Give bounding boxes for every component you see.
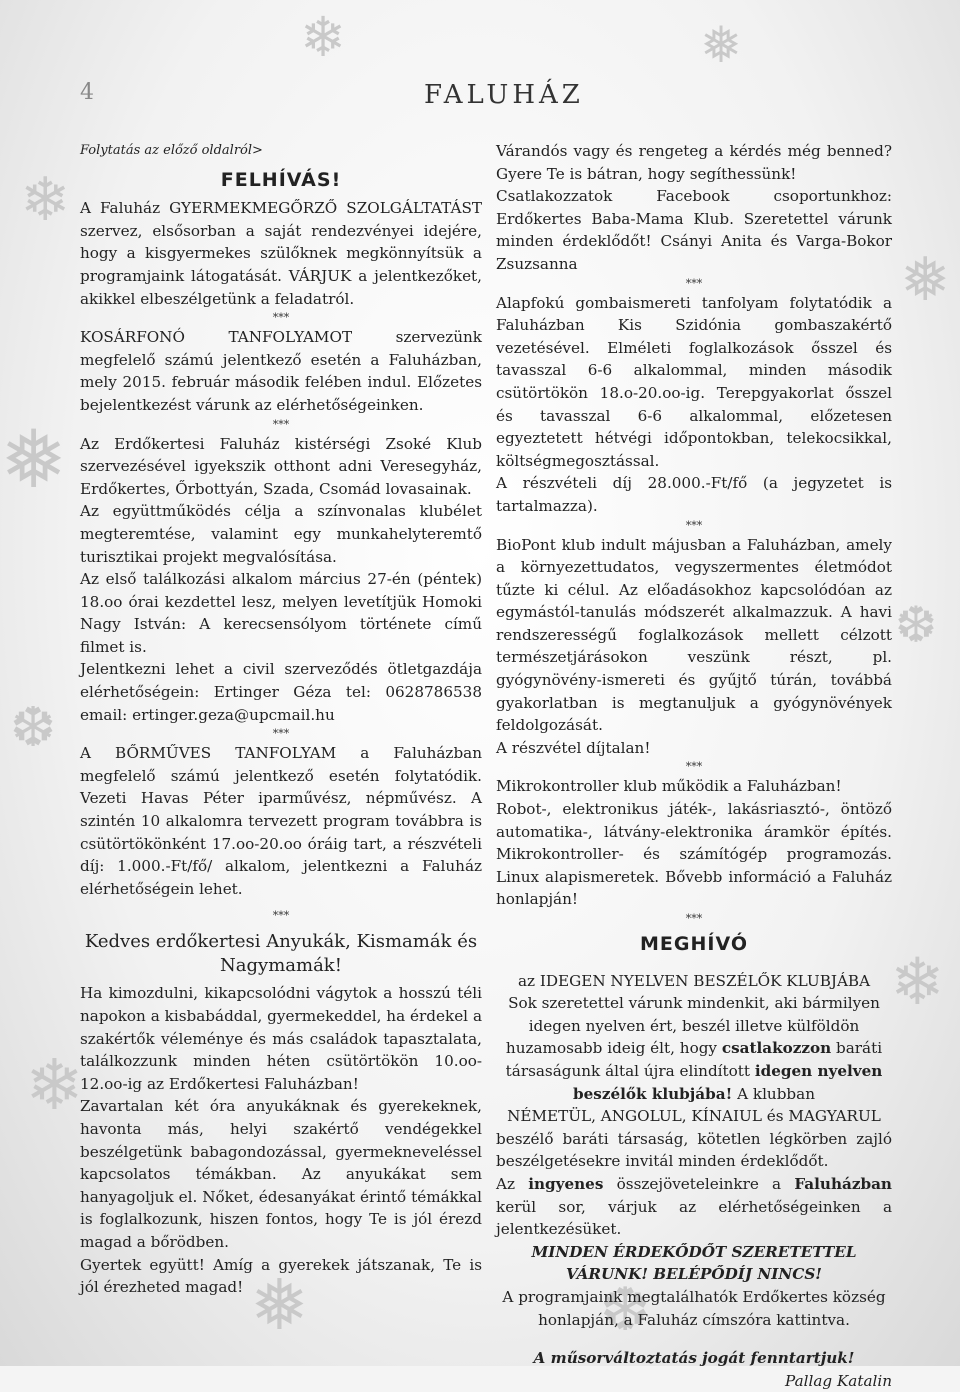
snowflake-icon: ❄ — [20, 165, 71, 235]
right-column — [496, 140, 892, 1392]
signature: Pallag Katalin — [785, 1371, 892, 1390]
separator: *** — [685, 518, 703, 532]
left-column — [80, 140, 482, 1299]
separator: *** — [685, 912, 703, 925]
basket-course-paragraph: KOSÁRFONÓ TANFOLYAMOT szervezünk megfelelő számú jelentkező esetén a Faluházban, mely 2015. február második felében indul. Előzetes bejelentkezést várunk az elérhetőségeinken. — [80, 328, 482, 414]
pregnant-paragraph: Várandós vagy és rengeteg a kérdés még benned? Gyere Te is bátran, hogy segíthessünk! — [496, 142, 892, 183]
page-number: 4 — [80, 80, 94, 105]
microcontroller-paragraph: Robot-, elektronikus játék-, lakásriasztó-, öntöző automatika-, látvány-elektronika áramkör építés. Mikrokontroller- és számítógép programozás. Linux alapismeretek. Bővebb információ a Faluház honlapján! — [496, 800, 892, 909]
biopont-free-paragraph: A részvétel díjtalan! — [496, 738, 651, 757]
disclaimer: A műsorváltoztatás jogát fenntartjuk! — [533, 1349, 855, 1368]
continued-note: Folytatás az előző oldalról> — [80, 143, 263, 158]
snowflake-icon: ❄ — [890, 945, 945, 1020]
separator: *** — [272, 909, 290, 923]
invitation-paragraph: Sok szeretettel várunk mindenkit, aki bármilyen idegen nyelven ért, beszél illetve külföldön huzamosabb ideig élt, hogy csatlakozzon baráti társaságunk által újra elindított idegen nyelven beszélők klubjába! A klubban — [505, 994, 883, 1103]
invitation-title: az IDEGEN NYELVEN BESZÉLŐK KLUBJÁBA — [517, 971, 871, 990]
separator: *** — [272, 311, 290, 325]
snowflake-icon: ❅ — [700, 16, 742, 74]
mushroom-fee-paragraph: A részvételi díj 28.000.-Ft/fő (a jegyzetet is tartalmazza). — [496, 474, 892, 515]
contact-paragraph: Jelentkezni lehet a civil szerveződés ötletgazdája elérhetőségein: Ertinger Géza tel: 0628786538 email: ertinger.geza@upcmail.hu — [80, 660, 482, 724]
mothers-paragraph-2: Zavartalan két óra anyukáknak és gyerekeknek, havonta más, helyi szakértő vendégekkel beszélgetünk babagondozással, gyermekneveléssel kapcsolatos témákban. Az anyukákat sem hanyagoljuk el. Nőket, édesanyákat érintő témákkal is foglalkozunk, hiszen fontos, hogy Te is jól érezd magad a bőrödben. — [80, 1097, 482, 1251]
felhivas-heading: FELHÍVÁS! — [220, 168, 342, 191]
website-paragraph: A programjaink megtalálhatók Erdőkertes község honlapján, a Faluház címszóra kattintva. — [502, 1287, 886, 1329]
childcare-paragraph: A Faluház GYERMEKMEGŐRZŐ SZOLGÁLTATÁST szervez, elsősorban a saját rendezvényei idejére, hogy a kisgyermekes szülőknek megkönnyítsük a programjaink látogatását. VÁRJUK a jelentkezőket, akikkel elbeszélgetünk a feladatról. — [80, 199, 482, 308]
separator: *** — [685, 760, 703, 774]
cooperation-paragraph: Az együttműködés célja a színvonalas klubélet megteremtése, valamint egy munkahelyteremtő turisztikai projekt megvalósítása. — [80, 502, 482, 566]
mothers-heading: Kedves erdőkertesi Anyukák, Kismamák és Nagymamák! — [84, 931, 478, 977]
first-meeting-paragraph: Az első találkozási alkalom március 27-én (péntek) 18.oo órai kezdettel lesz, melyen levetítjük Homoki Nagy István: A kerecsensólyom története című filmet is. — [80, 570, 482, 656]
separator: *** — [272, 727, 290, 741]
snowflake-icon: ❆ — [600, 1275, 651, 1345]
page-title: FALUHÁZ — [424, 80, 584, 110]
languages-line: NÉMETÜL, ANGOLUL, KÍNAIUL és MAGYARUL — [507, 1107, 881, 1126]
separator: *** — [685, 276, 703, 290]
facebook-paragraph: Csatlakozzatok Facebook csoportunkhoz: Erdőkertes Baba-Mama Klub. Szeretettel várunk minden érdeklődőt! Csányi Anita és Varga-Bokor Zsuzsanna — [496, 187, 892, 273]
snowflake-icon: ❅ — [0, 413, 68, 506]
mothers-paragraph-1: Ha kimozdulni, kikapcsolódni vágytok a hosszú téli napokon a kisbabáddal, gyermekeddel, ha érdekel a szakértők véleménye és más családok tapasztalata, találkozzunk minden héten csütörtökön 10.oo-12.oo-ig az Erdőkertesi Faluházban! — [80, 984, 482, 1093]
snowflake-icon: ❆ — [10, 695, 57, 759]
free-meeting-paragraph: Az ingyenes összejöveteleinkre a Faluházban kerül sor, várjuk az elérhetőségeinken a jelentkezésüket. — [496, 1174, 892, 1239]
snowflake-icon: ❅ — [250, 1264, 309, 1346]
leather-course-paragraph: A BŐRMŰVES TANFOLYAM a Faluházban megfelelő számú jelentkező esetén folytatódik. Vezeti Havas Péter iparművész, népművész. A szintén 10 alkalomra tervezett program továbbra is csütörtökönként 17.oo-20.oo óráig tart, a részvételi díj: 1.000.-Ft/fő/ alkalom, jelentkezni a Faluház elérhetőségein lehet. — [80, 744, 482, 898]
zsoke-club-paragraph: Az Erdőkertesi Faluház kistérségi Zsoké Klub szervezésével igyekszik otthont adni Veresegyház, Erdőkertes, Őrbottyán, Szada, Csomád lovasainak. — [80, 434, 482, 498]
invitation-description: beszélő baráti társaság, kötetlen légkörben zajló beszélgetésekre invitál minden érdeklődőt. — [496, 1129, 892, 1171]
snowflake-icon: ❄ — [300, 5, 347, 69]
microcontroller-heading: Mikrokontroller klub működik a Faluházban! — [496, 777, 842, 796]
biopont-paragraph: BioPont klub indult májusban a Faluházban, amely a környezettudatos, vegyszermentes életmódot tűzte ki célul. Az előadásokhoz kapcsolódóan az egymástól-tanulás módszerét alkalmazzuk. A havi rendszerességű foglalkozások mellett célzott természetjárásokon veszünk részt, pl. gyógynövény-ismereti és gyűjtő túrán, továbbá gyakorlatban is megtanuljuk a gyógynövények feldolgozását. — [496, 535, 892, 735]
snowflake-icon: ❅ — [900, 245, 951, 315]
mothers-paragraph-3: Gyertek együtt! Amíg a gyerekek játszanak, Te is jól érezheted magad! — [80, 1255, 482, 1297]
welcome-everyone-line: MINDEN ÉRDEKŐDŐT SZERETETTEL VÁRUNK! BELÉPŐDÍJ NINCS! — [531, 1242, 857, 1284]
snowflake-icon: ❄ — [25, 1044, 84, 1126]
meghivo-heading: MEGHÍVÓ — [640, 933, 748, 955]
snowflake-icon: ❆ — [895, 596, 937, 654]
mushroom-course-paragraph: Alapfokú gombaismereti tanfolyam folytatódik a Faluházban Kis Szidónia gombaszakértő vezetésével. Elméleti foglalkozások ősszel és tavasszal 6-6 alkalommal, minden második csütörtökön 18.o-20.oo-ig. Terepgyakorlat ősszel és tavasszal 6-6 alkalommal, előzetesen egyeztetett hétvégi időpontokban, telekocsikkal, költségmegosztással. — [496, 293, 892, 470]
separator: *** — [272, 417, 290, 431]
